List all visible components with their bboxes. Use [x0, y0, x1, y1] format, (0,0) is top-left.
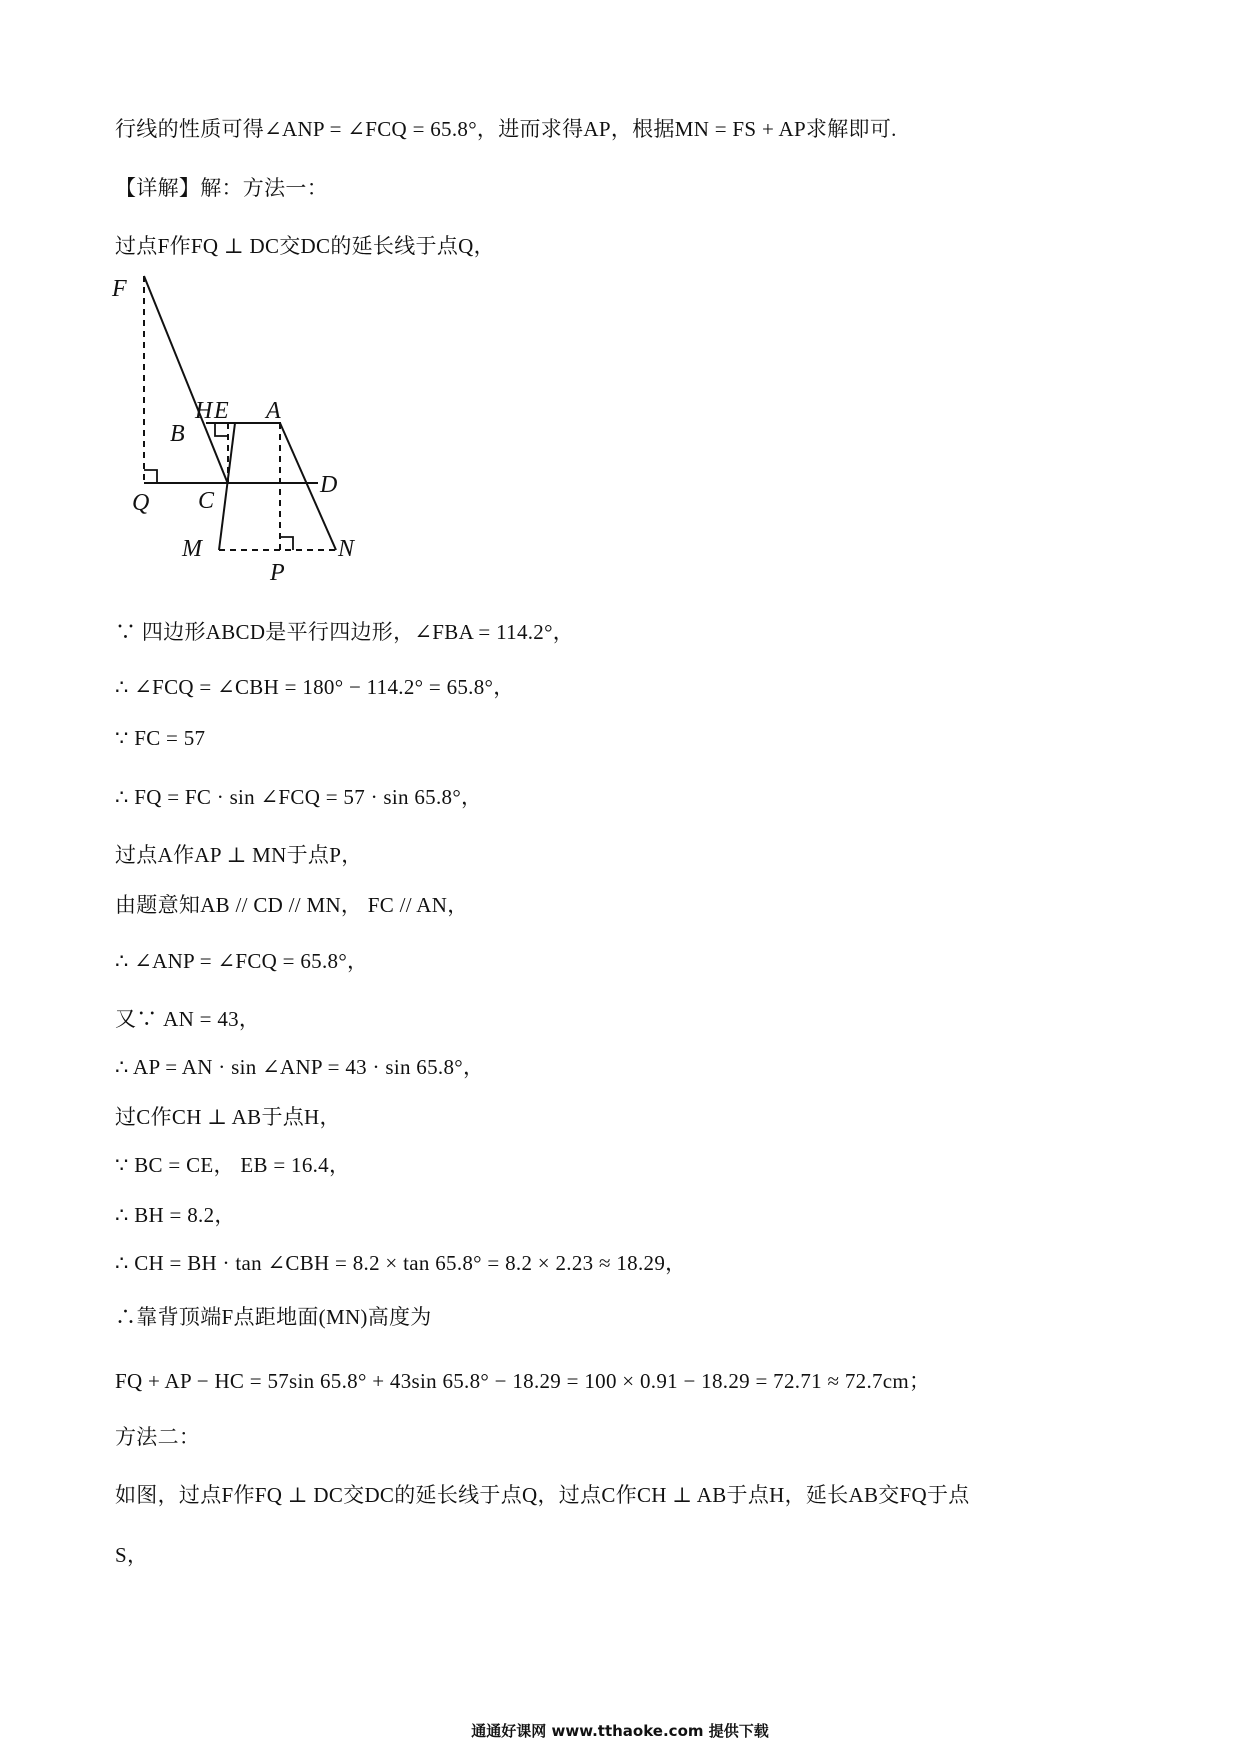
label-f: F: [112, 276, 127, 302]
label-h: H: [195, 398, 213, 424]
text-line: 如图，过点F作FQ ⊥ DC交DC的延长线于点Q，过点C作CH ⊥ AB于点H，延长AB交FQ于点: [115, 1483, 970, 1507]
label-q: Q: [132, 490, 150, 516]
label-e: E: [214, 398, 229, 424]
segment-em: [219, 423, 235, 550]
text-line: ∵ 四边形ABCD是平行四边形，∠FBA = 114.2°，: [115, 620, 575, 644]
text-line: S，: [115, 1543, 149, 1567]
label-d: D: [320, 472, 338, 498]
page-footer: 通通好课网 www.tthaoke.com 提供下载: [471, 1722, 769, 1740]
text-line: 过C作CH ⊥ AB于点H，: [115, 1105, 341, 1129]
label-a: A: [266, 398, 281, 424]
text-line: 行线的性质可得∠ANP = ∠FCQ = 65.8°，进而求得AP，根据MN = FS + AP求解即可.: [115, 117, 897, 141]
text-line: 过点F作FQ ⊥ DC交DC的延长线于点Q，: [115, 234, 495, 258]
line-fc: [144, 276, 228, 484]
text-line: 又∵ AN = 43，: [115, 1007, 261, 1031]
text-line: ∴ AP = AN · sin ∠ANP = 43 · sin 65.8°，: [115, 1055, 485, 1079]
right-angle-q: [144, 470, 157, 483]
text-line: ∴ CH = BH · tan ∠CBH = 8.2 × tan 65.8° = 8.2 × 2.23 ≈ 18.29，: [115, 1251, 687, 1275]
right-angle-p: [280, 537, 293, 550]
text-line: ∵ FC = 57: [115, 726, 206, 750]
text-line: ∵ BC = CE， EB = 16.4，: [115, 1153, 351, 1177]
label-n: N: [338, 536, 355, 562]
label-c: C: [198, 488, 215, 514]
text-line: ∴ ∠FCQ = ∠CBH = 180° − 114.2° = 65.8°，: [115, 675, 515, 699]
text-line: ∴ ∠ANP = ∠FCQ = 65.8°，: [115, 949, 369, 973]
right-angle-h: [215, 423, 228, 436]
label-m: M: [182, 536, 202, 562]
text-line: 方法二：: [115, 1425, 201, 1449]
geometry-figure: [110, 270, 380, 590]
text-line: 过点A作AP ⊥ MN于点P，: [115, 843, 363, 867]
text-line: ∴靠背顶端F点距地面(MN)高度为: [115, 1305, 432, 1329]
text-line: ∴ BH = 8.2，: [115, 1203, 236, 1227]
text-line: 【详解】解：方法一：: [115, 176, 328, 200]
geometry-diagram: [110, 270, 380, 590]
text-line: 由题意知AB // CD // MN， FC // AN，: [115, 893, 469, 917]
text-line: ∴ FQ = FC · sin ∠FCQ = 57 · sin 65.8°，: [115, 785, 483, 809]
label-p: P: [270, 560, 285, 586]
text-line: FQ + AP − HC = 57sin 65.8° + 43sin 65.8° − 18.29 = 100 × 0.91 − 18.29 = 72.71 ≈ 72.7cm；: [115, 1369, 931, 1393]
label-b: B: [170, 421, 185, 447]
